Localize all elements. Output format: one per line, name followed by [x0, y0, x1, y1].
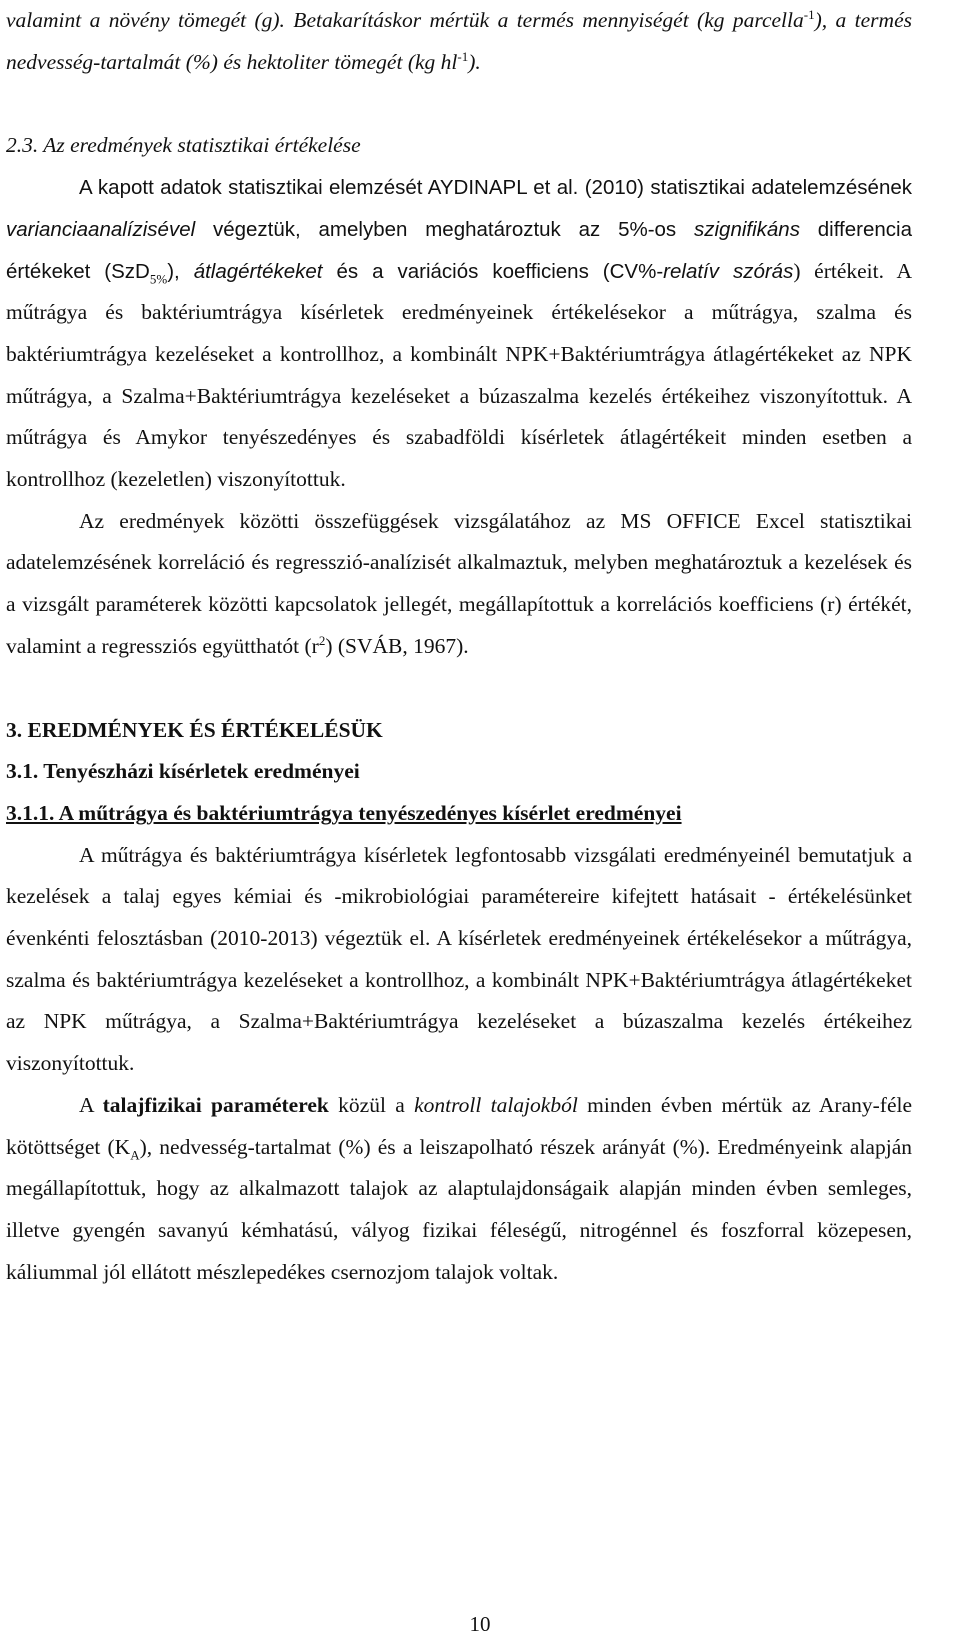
intro-text-1: valamint a növény tömegét (g). Betakarításkor mértük a [6, 8, 517, 32]
stat-p2-sup: 2 [318, 632, 326, 648]
stat-p1-text-f: ), [167, 259, 194, 283]
res-p2-sub: A [130, 1146, 140, 1162]
intro-paragraph [6, 0, 912, 83]
stat-p1-text-e: differencia értékeket (SzD [6, 217, 912, 283]
stat-p1-text-j: ) értékeit. A műtrágya és baktériumtrágya kísérletek eredményeinek értékelésekor a műtrágya, szalma és baktériumtrágya kezeléseket a kontrollhoz, a kombinált NPK+Baktériumtrágya átlagértékeket az NPK műtrágya, a Szalma+Baktériumtrágya kezeléseket a búzaszalma kezelés értékeihez viszonyítottuk. A műtrágya és Amykor tenyészedényes és szabadföldi kísérletek átlagértékeit minden esetben a kontrollhoz (kezeletlen) viszonyítottuk. [6, 258, 912, 492]
document-page [6, 0, 912, 1293]
spacer [6, 668, 912, 710]
statistics-paragraph-1 [6, 167, 912, 501]
res-p2-text-f: ), nedvesség-tartalmat (%) és a leiszapolható részek arányát (%). Eredményeink alapján megállapítottuk, hogy az alkalmazott talajok az alaptulajdonságaik alapján minden évben semleges, illetve gyengén savanyú kémhatású, vályog fizikai féleségű, nitrogénnel és foszforral közepesen, káliummal jól ellátott mészlepedékes csernozjom talajok voltak. [6, 1134, 912, 1284]
section-3-1-heading: 3.1. Tenyészházi kísérletek eredményei [6, 759, 360, 784]
stat-p1-text-c: végeztük, amelyben meghatároztuk az 5%-os [195, 217, 694, 241]
intro-text-5: ). [468, 49, 481, 74]
stat-p1-text-d: szignifikáns [694, 217, 800, 241]
page-number: 10 [469, 1612, 491, 1636]
section-3-1-1-heading: 3.1.1. A műtrágya és baktériumtrágya tenyészedényes kísérlet eredményei [6, 800, 682, 825]
res-p2-text-a: A [79, 1092, 103, 1117]
stat-p2-text-b: ) (SVÁB, 1967). [325, 633, 469, 658]
stat-p1-text-g: átlagértékeket [193, 259, 323, 283]
intro-text-3: ), [814, 8, 828, 32]
spacer [6, 83, 912, 125]
stat-p1-text-b: varianciaanalízisével [6, 217, 196, 241]
stat-p1-text-a: A kapott adatok statisztikai elemzését AYDINAPL et al. (2010) statisztikai adatelemzésének [79, 176, 912, 200]
res-p2-text-b: talajfizikai paraméterek [102, 1092, 329, 1117]
intro-sup-2: -1 [457, 48, 469, 64]
statistics-paragraph-2 [6, 501, 912, 668]
intro-text-2: termés mennyiségét (kg parcella [516, 8, 804, 32]
intro-text-4: a termés nedvesség-tartalmát (%) és hektoliter tömegét (kg hl [6, 8, 912, 74]
results-paragraph-2 [6, 1085, 912, 1294]
stat-p1-sub: 5% [149, 270, 168, 286]
section-2-3-heading: 2.3. Az eredmények statisztikai értékelése [6, 133, 361, 158]
section-3-heading: 3. EREDMÉNYEK ÉS ÉRTÉKELÉSÜK [6, 717, 383, 742]
res-p2-text-c: közül a [328, 1092, 415, 1117]
res-p2-text-e: minden évben mértük az Arany-féle kötöttséget (K [6, 1092, 913, 1159]
results-paragraph-1: A műtrágya és baktériumtrágya kísérletek legfontosabb vizsgálati eredményeinél bemutatjuk a kezelések a talaj egyes kémiai és -mikrobiológiai paramétereire kifejtett hatásait - értékelésünket évenkénti felosztásban (2010-2013) végeztük el. A kísérletek eredményeinek értékelésekor a műtrágya, szalma és baktériumtrágya kezeléseket a kontrollhoz, a kombinált NPK+Baktériumtrágya átlagértékeket az NPK műtrágya, a Szalma+Baktériumtrágya kezeléseket a búzaszalma kezelés értékeihez viszonyítottuk. [6, 842, 912, 1076]
intro-sup-1: -1 [803, 6, 815, 22]
stat-p1-text-h: és a variációs koefficiens (CV%- [322, 259, 664, 283]
res-p2-text-d: kontroll talajokból [414, 1092, 578, 1117]
stat-p1-text-i: relatív szórás [663, 259, 794, 283]
stat-p2-text-a: Az eredmények közötti összefüggések vizsgálatához az MS OFFICE Excel statisztikai adatelemzésének korreláció és regresszió-analízisét alkalmaztuk, melyben meghatároztuk a kezelések és a vizsgált paraméterek közötti kapcsolatok jellegét, megállapítottuk a korrelációs koefficiens (r) értékét, valamint a regressziós együtthatót (r [6, 508, 912, 658]
